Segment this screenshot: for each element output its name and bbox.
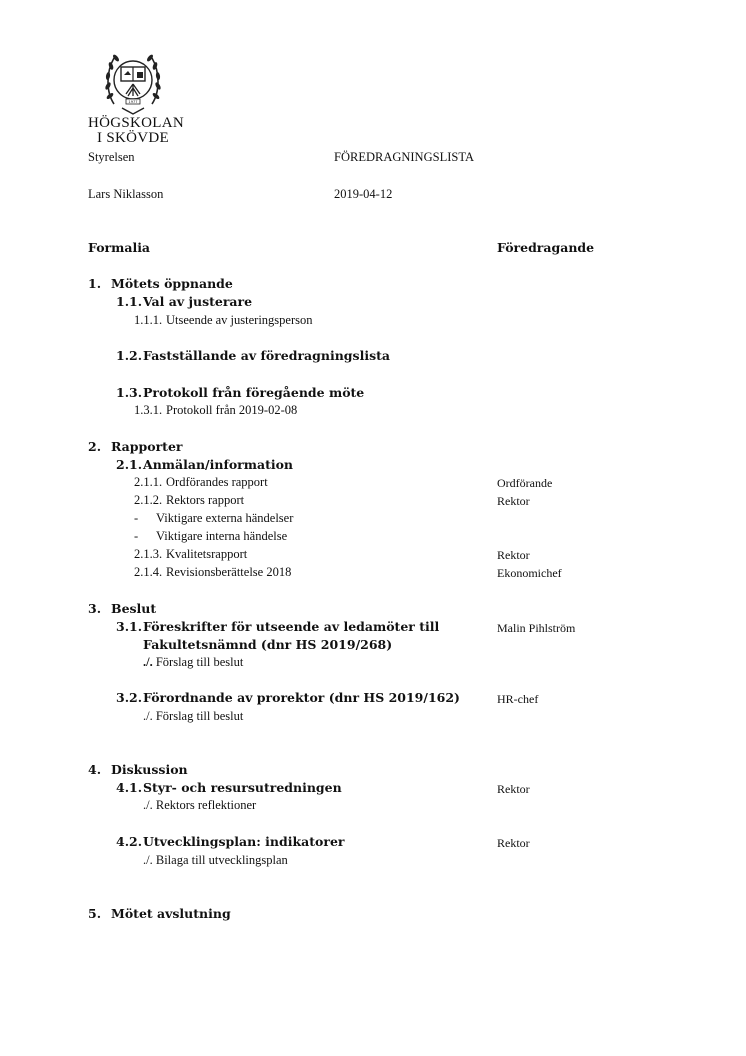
- item-title: Förordnande av prorektor (dnr HS 2019/162): [143, 690, 460, 705]
- section-4: [88, 762, 188, 777]
- item-number: 2.1.: [116, 457, 143, 472]
- item-2-1: [116, 457, 293, 472]
- item-number: 1.1.: [116, 294, 143, 309]
- item-number: 2.1.4.: [134, 565, 163, 579]
- item-number: 2.1.1.: [134, 475, 163, 489]
- item-title: Fastställande av föredragningslista: [143, 348, 390, 363]
- item-1-3: [116, 385, 364, 400]
- presenter-2-1-4: Ekonomichef: [497, 566, 562, 580]
- org-name: [88, 116, 184, 146]
- attachment-mark: ./.: [143, 655, 153, 669]
- attachment-mark: ./.: [143, 709, 153, 723]
- org-name-line2: I SKÖVDE: [97, 130, 169, 146]
- attachment-title: Förslag till beslut: [155, 655, 244, 669]
- bullet-dash: -: [134, 511, 139, 525]
- section-title: Mötet avslutning: [111, 906, 231, 921]
- column-header-presenter: Föredragande: [497, 240, 595, 255]
- section-number: 1.: [88, 276, 102, 291]
- item-number: 4.1.: [116, 780, 143, 795]
- presenter-3-2: HR-chef: [497, 692, 539, 706]
- item-number: 4.2.: [116, 834, 143, 849]
- presenter-4-2: Rektor: [497, 836, 530, 850]
- section-title: Diskussion: [111, 762, 188, 777]
- bullet-item: [134, 511, 293, 526]
- item-2-1-2: [134, 493, 244, 508]
- section-number: 2.: [88, 439, 102, 454]
- section-3: [88, 601, 156, 616]
- attachment-mark: ./.: [143, 853, 153, 867]
- item-3-1: [116, 619, 439, 634]
- attachment-4-2: [143, 853, 288, 868]
- item-4-2: [116, 834, 345, 849]
- item-1-1-1: [134, 313, 313, 328]
- attachment-3-1: [143, 655, 243, 670]
- attachment-4-1: [143, 798, 256, 813]
- item-title: Protokoll från föregående möte: [143, 385, 365, 400]
- presenter-4-1: Rektor: [497, 782, 530, 796]
- org-name-line1: HÖGSKOLAN: [88, 115, 185, 131]
- logo-year: 1977: [128, 100, 138, 104]
- section-title: Rapporter: [111, 439, 183, 454]
- presenter-3-1: Malin Pihlström: [497, 621, 576, 635]
- item-number: 1.3.1.: [134, 403, 163, 417]
- presenter-2-1-1: Ordförande: [497, 476, 553, 490]
- item-number: 1.1.1.: [134, 313, 163, 327]
- attachment-title: Bilaga till utvecklingsplan: [155, 853, 288, 867]
- bullet-item: [134, 529, 287, 544]
- section-title: Beslut: [111, 601, 157, 616]
- item-title: Viktigare interna händelse: [156, 529, 288, 543]
- document-type: FÖREDRAGNINGSLISTA: [334, 150, 474, 164]
- bullet-dash: -: [134, 529, 139, 543]
- section-5: [88, 906, 231, 921]
- item-3-1-line2: Fakultetsnämnd (dnr HS 2019/268): [143, 637, 393, 652]
- item-4-1: [116, 780, 342, 795]
- section-number: 3.: [88, 601, 102, 616]
- item-title: Protokoll från 2019-02-08: [166, 403, 298, 417]
- column-header-formalia: Formalia: [88, 240, 151, 255]
- item-title: Anmälan/information: [143, 457, 294, 472]
- presenter-2-1-3: Rektor: [497, 548, 530, 562]
- item-title: Utvecklingsplan: indikatorer: [143, 834, 345, 849]
- university-logo: [104, 44, 162, 118]
- item-number: 2.1.3.: [134, 547, 163, 561]
- item-2-1-1: [134, 475, 268, 490]
- item-number: 1.2.: [116, 348, 143, 363]
- author-name: Lars Niklasson: [88, 187, 164, 201]
- attachment-title: Förslag till beslut: [155, 709, 244, 723]
- item-title: Revisionsberättelse 2018: [166, 565, 292, 579]
- item-number: 2.1.2.: [134, 493, 163, 507]
- section-2: [88, 439, 183, 454]
- item-title: Ordförandes rapport: [166, 475, 268, 489]
- item-title: Val av justerare: [143, 294, 253, 309]
- item-title: Styr- och resursutredningen: [143, 780, 342, 795]
- item-title: Utseende av justeringsperson: [166, 313, 313, 327]
- section-number: 4.: [88, 762, 102, 777]
- section-number: 5.: [88, 906, 102, 921]
- item-number: 1.3.: [116, 385, 143, 400]
- section-1: [88, 276, 233, 291]
- board-name: Styrelsen: [88, 150, 135, 164]
- item-1-2: [116, 348, 390, 363]
- item-title-line1: Föreskrifter för utseende av ledamöter till: [143, 619, 440, 634]
- item-title: Rektors rapport: [166, 493, 245, 507]
- section-title: Mötets öppnande: [111, 276, 233, 291]
- item-2-1-3: [134, 547, 247, 562]
- item-title: Viktigare externa händelser: [156, 511, 294, 525]
- item-number: 3.1.: [116, 619, 143, 634]
- document-date: 2019-04-12: [334, 187, 393, 201]
- attachment-3-2: [143, 709, 243, 724]
- item-1-3-1: [134, 403, 297, 418]
- presenter-2-1-2: Rektor: [497, 494, 530, 508]
- item-2-1-4: [134, 565, 291, 580]
- item-number: 3.2.: [116, 690, 143, 705]
- item-3-2: [116, 690, 460, 705]
- attachment-mark: ./.: [143, 798, 153, 812]
- item-title: Kvalitetsrapport: [166, 547, 248, 561]
- item-1-1: [116, 294, 252, 309]
- attachment-title: Rektors reflektioner: [155, 798, 257, 812]
